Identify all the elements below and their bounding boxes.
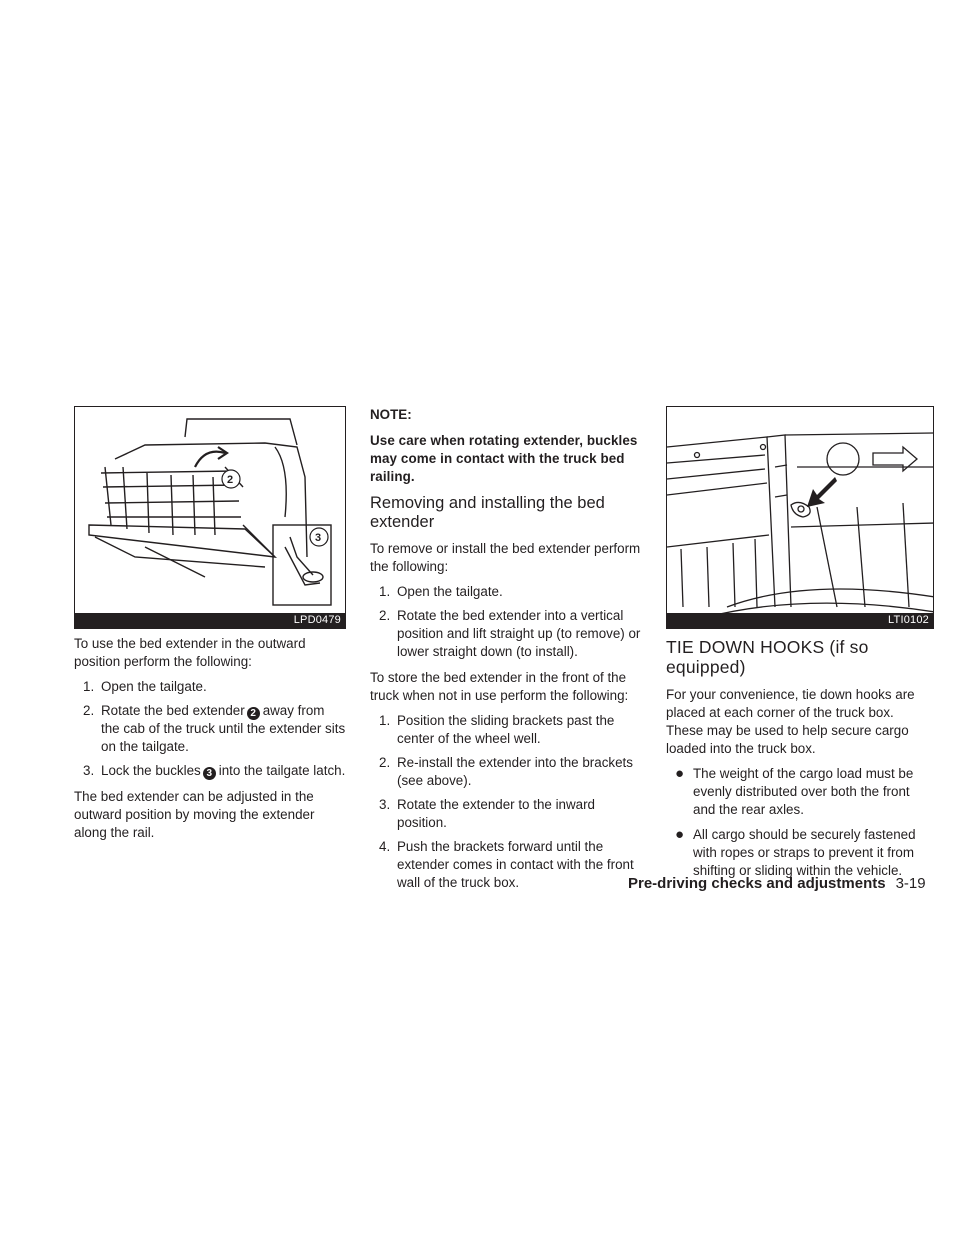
intro-paragraph: To use the bed extender in the outward position perform the following: <box>74 636 306 669</box>
section-heading-tie-down: TIE DOWN HOOKS (if so equipped) <box>666 637 869 677</box>
list-item: 2. Re-install the extender into the brackets (see above). <box>379 755 633 788</box>
bullet-icon: ● <box>675 826 685 843</box>
callout-3-badge: 3 <box>203 767 216 780</box>
list-item: 2. Rotate the bed extender into a vertical position and lift straight up (to remove) or lower straight down (to install). <box>379 608 641 659</box>
callout-2-badge: 2 <box>247 707 260 720</box>
truck-box-illustration <box>667 407 934 628</box>
store-intro: To store the bed extender in the front of the truck when not in use perform the following: <box>370 670 629 703</box>
remove-intro: To remove or install the bed extender perform the following: <box>370 541 641 574</box>
list-item: 1. Open the tailgate. <box>379 584 503 599</box>
column-left <box>74 406 346 849</box>
list-item: 4. Push the brackets forward until the extender comes in contact with the front wall of the truck box. <box>379 839 634 890</box>
column-right <box>666 406 934 887</box>
footer-section-title: Pre-driving checks and adjustments <box>628 875 886 892</box>
bullet-icon: ● <box>675 765 685 782</box>
list-item: 3. Lock the buckles 3 into the tailgate latch. <box>83 763 346 779</box>
list-item: ● All cargo should be securely fastened with ropes or straps to prevent it from shifting or sliding within the vehicle. <box>675 826 916 878</box>
tie-down-paragraph: For your convenience, tie down hooks are placed at each corner of the truck box. These may be used to help secure cargo loaded into the truck box. <box>666 687 915 756</box>
bed-extender-illustration <box>75 407 346 628</box>
column-middle <box>370 406 642 900</box>
figure-code: LPD0479 <box>75 613 345 628</box>
store-steps-list <box>370 712 642 892</box>
tie-down-bullets <box>666 765 934 880</box>
outro-paragraph: The bed extender can be adjusted in the outward position by moving the extender along the rail. <box>74 789 315 840</box>
remove-steps-list <box>370 583 642 661</box>
figure-code: LTI0102 <box>667 613 933 628</box>
figure-callout-3: 3 <box>315 532 322 544</box>
list-item: ● The weight of the cargo load must be evenly distributed over both the front and the rear axles. <box>675 765 914 817</box>
page-footer <box>628 875 926 892</box>
page-number: 3-19 <box>895 875 926 892</box>
outward-steps-list <box>74 678 346 780</box>
bed-extender-figure <box>74 406 346 629</box>
subheading-removing: Removing and installing the bed extender <box>370 494 605 531</box>
note-text: Use care when rotating extender, buckles may come in contact with the truck bed railing. <box>370 433 638 484</box>
list-item: 3. Rotate the extender to the inward position. <box>379 797 596 830</box>
list-item: 1. Position the sliding brackets past the center of the wheel well. <box>379 713 615 746</box>
list-item: 2. Rotate the bed extender 2 away from the cab of the truck until the extender sits on the tailgate. <box>83 703 346 754</box>
list-item: 1. Open the tailgate. <box>83 679 207 694</box>
tie-down-hook-figure <box>666 406 934 629</box>
note-heading: NOTE: <box>370 407 412 422</box>
figure-callout-2: 2 <box>227 474 234 486</box>
